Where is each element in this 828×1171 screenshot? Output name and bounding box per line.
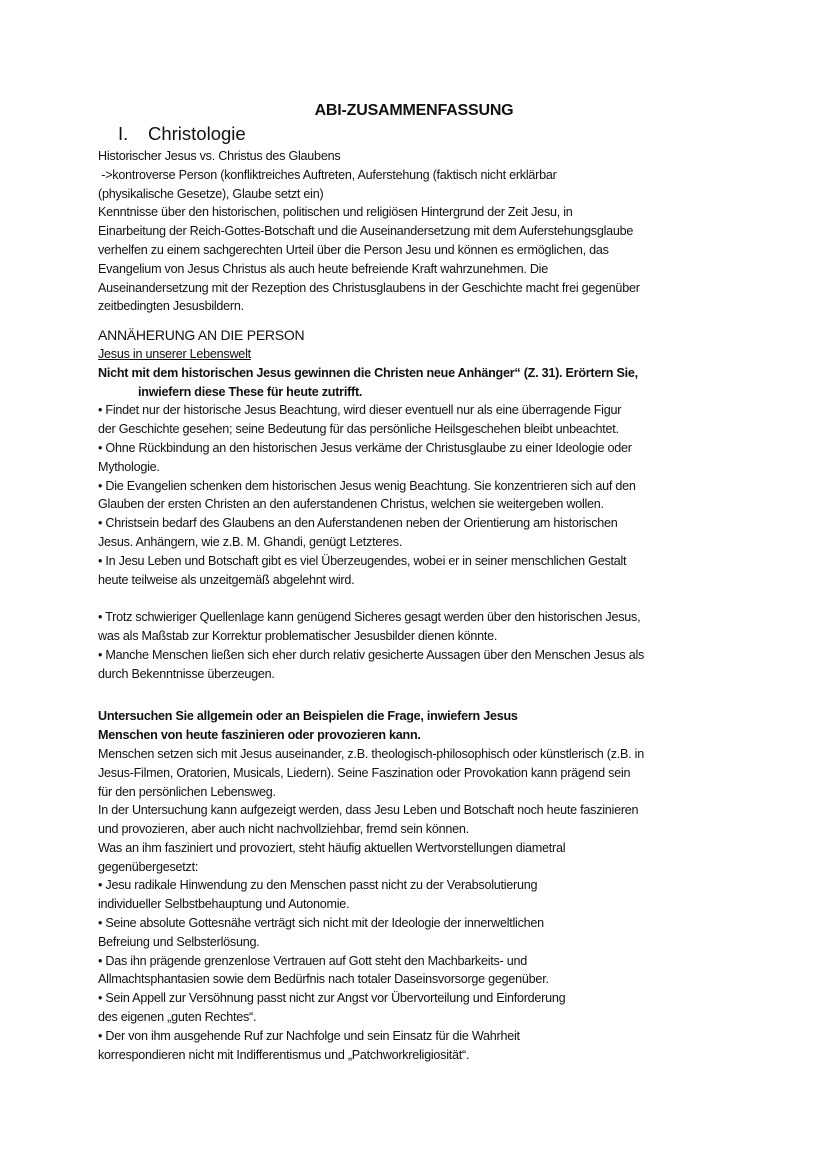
section-name: Christologie [148, 123, 246, 144]
intro-paragraph: Kenntnisse über den historischen, politischen und religiösen Hintergrund der Zeit Jesu, in Einarbeitung der Reich-Gottes-Botschaft und die Auseinandersetzung mit dem Auferstehungsglaube verhelfen zu einem sachgerechten Urteil über die Person Jesu und können es ermöglichen, das Evangelium von Jesus Christus als auch heute befreiende Kraft wahrzunehmen. Die Auseinandersetzung mit der Rezeption des Christusglaubens in der Geschichte macht frei gegenüber zeitbedingten Jesusbildern. [98, 205, 640, 314]
part-heading: ANNÄHERUNG AN DIE PERSON [98, 327, 305, 344]
bullet: • Seine absolute Gottesnähe verträgt sich nicht mit der Ideologie der innerweltlichen Befreiung und Selbsterlösung. [98, 916, 544, 949]
question-continued: inwiefern diese These für heute zutrifft. [138, 384, 363, 399]
bullet: • Sein Appell zur Versöhnung passt nicht zur Angst vor Übervorteilung und Einforderung des eigenen „guten Rechtes“. [98, 991, 566, 1025]
bullet: • Trotz schwieriger Quellenlage kann genügend Sicheres gesagt werden über den historischen Jesus, was als Maßstab zur Korrektur problematischer Jesusbilder dienen könnte. [98, 610, 641, 643]
paragraph: In der Untersuchung kann aufgezeigt werden, dass Jesu Leben und Botschaft noch heute faszinieren und provozieren, aber auch nicht nachvollziehbar, fremd sein können. [98, 803, 639, 837]
intro-line: Historischer Jesus vs. Christus des Glaubens [98, 149, 341, 163]
part2 [98, 707, 798, 1064]
bullet: • Der von ihm ausgehende Ruf zur Nachfolge und sein Einsatz für die Wahrheit korrespondieren nicht mit Indifferentismus und „Patchworkreligiosität“. [98, 1028, 520, 1062]
intro-line: ->kontroverse Person (konfliktreiches Auftreten, Auferstehung (faktisch nicht erklärbar (physikalische Gesetze), Glaube setzt ein) [98, 167, 557, 201]
bullet: • Christsein bedarf des Glaubens an den Auferstandenen neben der Orientierung am historischen Jesus. Anhängern, wie z.B. M. Ghandi, genügt Letzteres. [98, 516, 618, 549]
bullet: • Findet nur der historische Jesus Beachtung, wird dieser eventuell nur als eine überragende Figur der Geschichte gesehen; seine Bedeutung für das persönliche Heilsgeschehen bleibt unbeachtet. [98, 403, 622, 437]
blank-line [98, 589, 798, 608]
intro [98, 147, 798, 316]
part-subheading: Jesus in unserer Lebenswelt [98, 346, 251, 361]
section-heading [118, 123, 828, 145]
bullet: • In Jesu Leben und Botschaft gibt es viel Überzeugendes, wobei er in seiner menschlichen Gestalt heute teilweise als unzeitgemäß abgelehnt wird. [98, 553, 627, 587]
paragraph: Menschen setzen sich mit Jesus auseinander, z.B. theologisch-philosophisch oder künstlerisch (z.B. in Jesus-Filmen, Oratorien, Musicals, Liedern). Seine Faszination oder Provokation kann prägend sein für den persönlichen Lebensweg. [98, 746, 644, 799]
question: Nicht mit dem historischen Jesus gewinnen die Christen neue Anhänger“ (Z. 31). Erörtern Sie, [98, 365, 638, 380]
document-title: ABI-ZUSAMMENFASSUNG [314, 102, 514, 119]
paragraph: Was an ihm fasziniert und provoziert, steht häufig aktuellen Wertvorstellungen diametral gegenübergesetzt: [98, 840, 566, 874]
question: Untersuchen Sie allgemein oder an Beispielen die Frage, inwiefern Jesus Menschen von heute faszinieren oder provozieren kann. [98, 709, 518, 743]
bullet: • Das ihn prägende grenzenlose Vertrauen auf Gott steht den Machbarkeits- und Allmachtsphantasien sowie dem Bedürfnis nach totaler Daseinsvorsorge gegenüber. [98, 953, 549, 987]
bullet: • Ohne Rückbindung an den historischen Jesus verkäme der Christusglaube zu einer Ideologie oder Mythologie. [98, 440, 632, 474]
section-number: I. [118, 123, 129, 144]
bullet: • Die Evangelien schenken dem historischen Jesus wenig Beachtung. Sie konzentrieren sich auf den Glauben der ersten Christen an den auferstandenen Christus, welchen sie weitergeben wollen. [98, 478, 636, 512]
part1 [98, 326, 798, 683]
bullet: • Jesu radikale Hinwendung zu den Menschen passt nicht zu der Verabsolutierung individueller Selbstbehauptung und Autonomie. [98, 878, 538, 912]
bullet: • Manche Menschen ließen sich eher durch relativ gesicherte Aussagen über den Menschen Jesus als durch Bekenntnisse überzeugen. [98, 647, 645, 681]
